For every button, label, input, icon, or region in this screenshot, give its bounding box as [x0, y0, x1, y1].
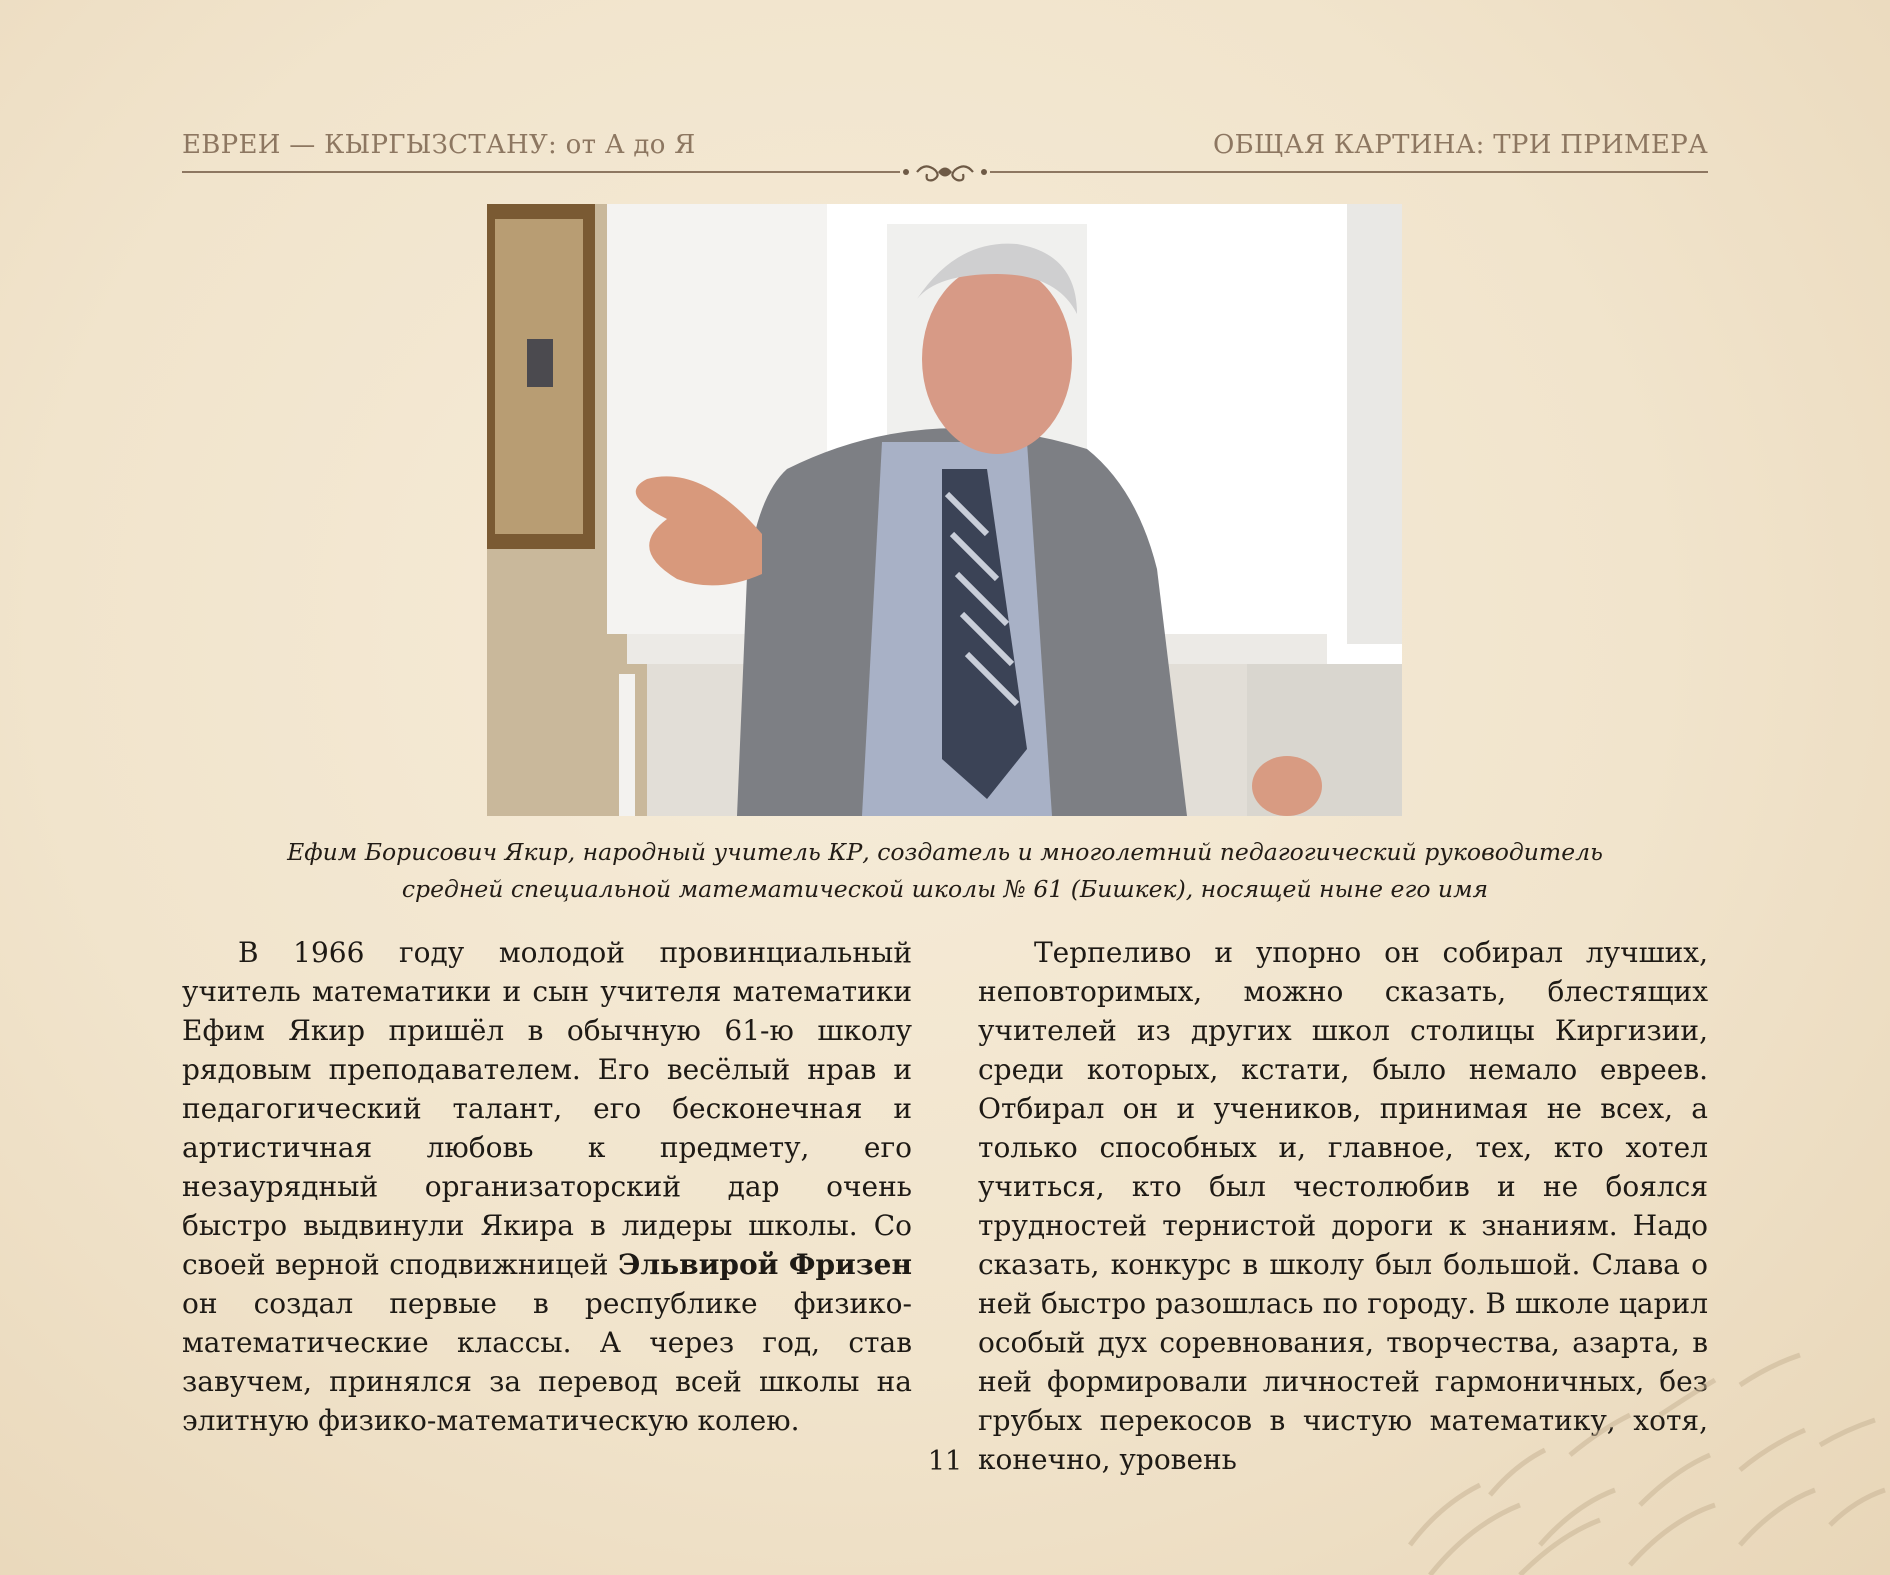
caption-line-1: Ефим Борисович Якир, народный учитель КР, создатель и многолетний педагогический руководитель [287, 838, 1603, 866]
teacher-portrait-photo [487, 204, 1402, 816]
hebrew-script-watermark [1370, 1245, 1890, 1575]
photo-caption [182, 834, 1708, 908]
highlighted-name: Эльвирой Фризен [618, 1248, 912, 1281]
running-header-right: ОБЩАЯ КАРТИНА: ТРИ ПРИМЕРА [1213, 130, 1708, 160]
paragraph-right: Терпеливо и упорно он собирал лучших, неповторимых, можно сказать, блестящих учителей из других школ столицы Киргизии, среди которых, кстати, было немало евреев. Отбирал он и учеников, принимая не всех, а только способных и, главное, тех, кто хотел учиться, кто был честолюбив и не боялся трудностей тернистой дороги к знаниям. Надо сказать, конкурс в школу был большой. Слава о ней быстро разошлась по городу. В школе царил особый дух соревнования, творчества, азарта, в ней формировали личностей гармоничных, без грубых перекосов в чистую математику, хотя, конечно, уровень [978, 936, 1708, 1476]
paragraph-left-text-1: В 1966 году молодой провинциальный учитель математики и сын учителя математики Ефим Якир пришёл в обычную 61-ю школу рядовым преподавателем. Его весёлый нрав и педагогический талант, его бесконечная и артистичная любовь к предмету, его незаурядный организаторский дар очень быстро выдвинули Якира в лидеры школы. Со своей верной сподвижницей [182, 936, 912, 1281]
running-header-left: ЕВРЕИ — КЫРГЫЗСТАНУ: от А до Я [182, 130, 696, 160]
paragraph-left [182, 933, 912, 1440]
header-ornament-rule [182, 163, 1708, 203]
caption-line-2: средней специальной математической школы № 61 (Бишкек), носящей ныне его имя [401, 875, 1489, 903]
text-column-left [182, 933, 912, 1440]
paragraph-left-text-2: он создал первые в республике физико-математические классы. А через год, став завучем, принялся за перевод всей школы на элитную физико-математическую колею. [182, 1287, 912, 1437]
page-number: 11 [927, 1446, 963, 1477]
